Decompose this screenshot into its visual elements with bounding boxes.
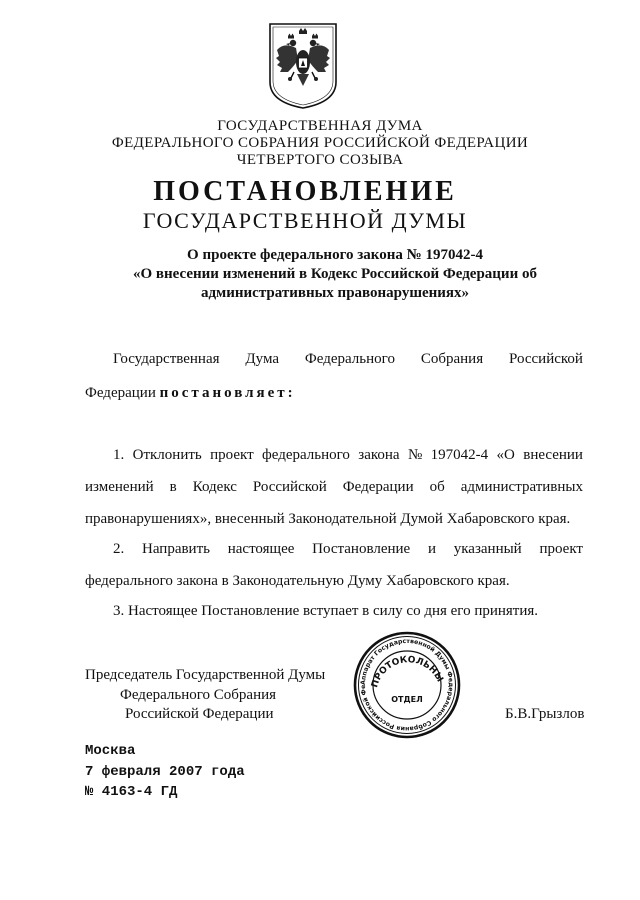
item-word: проект <box>539 541 583 557</box>
official-stamp <box>352 630 462 740</box>
issuer-line-1: ГОСУДАРСТВЕННАЯ ДУМА <box>217 118 423 134</box>
preamble-word: Дума <box>245 351 280 367</box>
item-3-line-1: 3. Настоящее Постановление вступает в силу со дня его принятия. <box>113 603 539 619</box>
document-subtitle: ГОСУДАРСТВЕННОЙ ДУМЫ <box>142 208 468 233</box>
item-word: об <box>429 479 445 495</box>
item-word: 1. <box>113 447 125 463</box>
item-word: 197042-4 <box>430 447 489 463</box>
issue-city: Москва <box>85 743 136 759</box>
item-word: и <box>427 541 436 557</box>
coat-of-arms-emblem <box>266 22 340 110</box>
subject-line-3: административных правонарушениях» <box>200 285 470 301</box>
preamble-federation: Федерации <box>85 385 156 401</box>
item-word: проект <box>210 447 254 463</box>
document-number: № 4163-4 ГД <box>85 784 178 800</box>
item-word: Федерации <box>342 479 414 495</box>
signatory-title-line-1: Председатель Государственной Думы <box>85 667 326 683</box>
issue-date: 7 февраля 2007 года <box>85 764 245 780</box>
item-word: Направить <box>142 541 210 557</box>
document-title: ПОСТАНОВЛЕНИЕ <box>153 176 457 207</box>
item-word: в <box>169 479 177 495</box>
item-word: Отклонить <box>132 447 202 463</box>
item-word: Кодекс <box>192 479 237 495</box>
item-word: административных <box>460 479 583 495</box>
subject-line-1: О проекте федерального закона № 197042-4 <box>187 247 483 263</box>
stamp-outer-text: Аппарат Государственной Думы Федерального Собрания Российской Фе <box>359 637 455 733</box>
item-2-line-1 <box>113 540 583 558</box>
item-2-line-2: федерального закона в Законодательную Думу Хабаровского края. <box>85 573 510 589</box>
item-word: изменений <box>85 479 154 495</box>
item-word: закона <box>358 447 400 463</box>
preamble-line-2 <box>85 384 296 402</box>
item-word: настоящее <box>227 541 295 557</box>
item-word: 2. <box>113 541 125 557</box>
preamble-line-1 <box>113 350 583 368</box>
signatory-name: Б.В.Грызлов <box>505 706 585 722</box>
document-subject <box>85 246 585 303</box>
item-word: указанный <box>453 541 522 557</box>
preamble-word: Собрания <box>420 351 484 367</box>
item-word: «О <box>496 447 515 463</box>
item-word: федерального <box>262 447 350 463</box>
preamble-word: Федерального <box>304 351 395 367</box>
round-seal-icon <box>352 630 462 740</box>
item-1-line-2 <box>85 478 583 496</box>
preamble-decree-word: постановляет: <box>159 385 296 401</box>
item-word: Постановление <box>312 541 411 557</box>
signatory-title-line-2: Федерального Собрания <box>120 687 277 703</box>
stamp-inner-top: ПРОТОКОЛЬНЫ <box>370 655 445 689</box>
item-word: внесении <box>523 447 583 463</box>
subject-line-2: «О внесении изменений в Кодекс Российской Федерации об <box>133 266 537 282</box>
item-word: Российской <box>252 479 327 495</box>
double-headed-eagle-icon <box>266 22 340 110</box>
item-1-line-1 <box>113 446 583 464</box>
issuer-line-3: ЧЕТВЕРТОГО СОЗЫВА <box>236 152 404 168</box>
preamble-word: Российской <box>509 351 583 367</box>
stamp-inner-bottom: ОТДЕЛ <box>391 695 423 704</box>
item-word: № <box>407 447 423 463</box>
item-1-line-3: правонарушениях», внесенный Законодательной Думой Хабаровского края. <box>85 511 571 527</box>
signatory-title-line-3: Российской Федерации <box>125 706 274 722</box>
issuer-line-2: ФЕДЕРАЛЬНОГО СОБРАНИЯ РОССИЙСКОЙ ФЕДЕРАЦИИ <box>111 135 529 151</box>
preamble-word: Государственная <box>113 351 220 367</box>
